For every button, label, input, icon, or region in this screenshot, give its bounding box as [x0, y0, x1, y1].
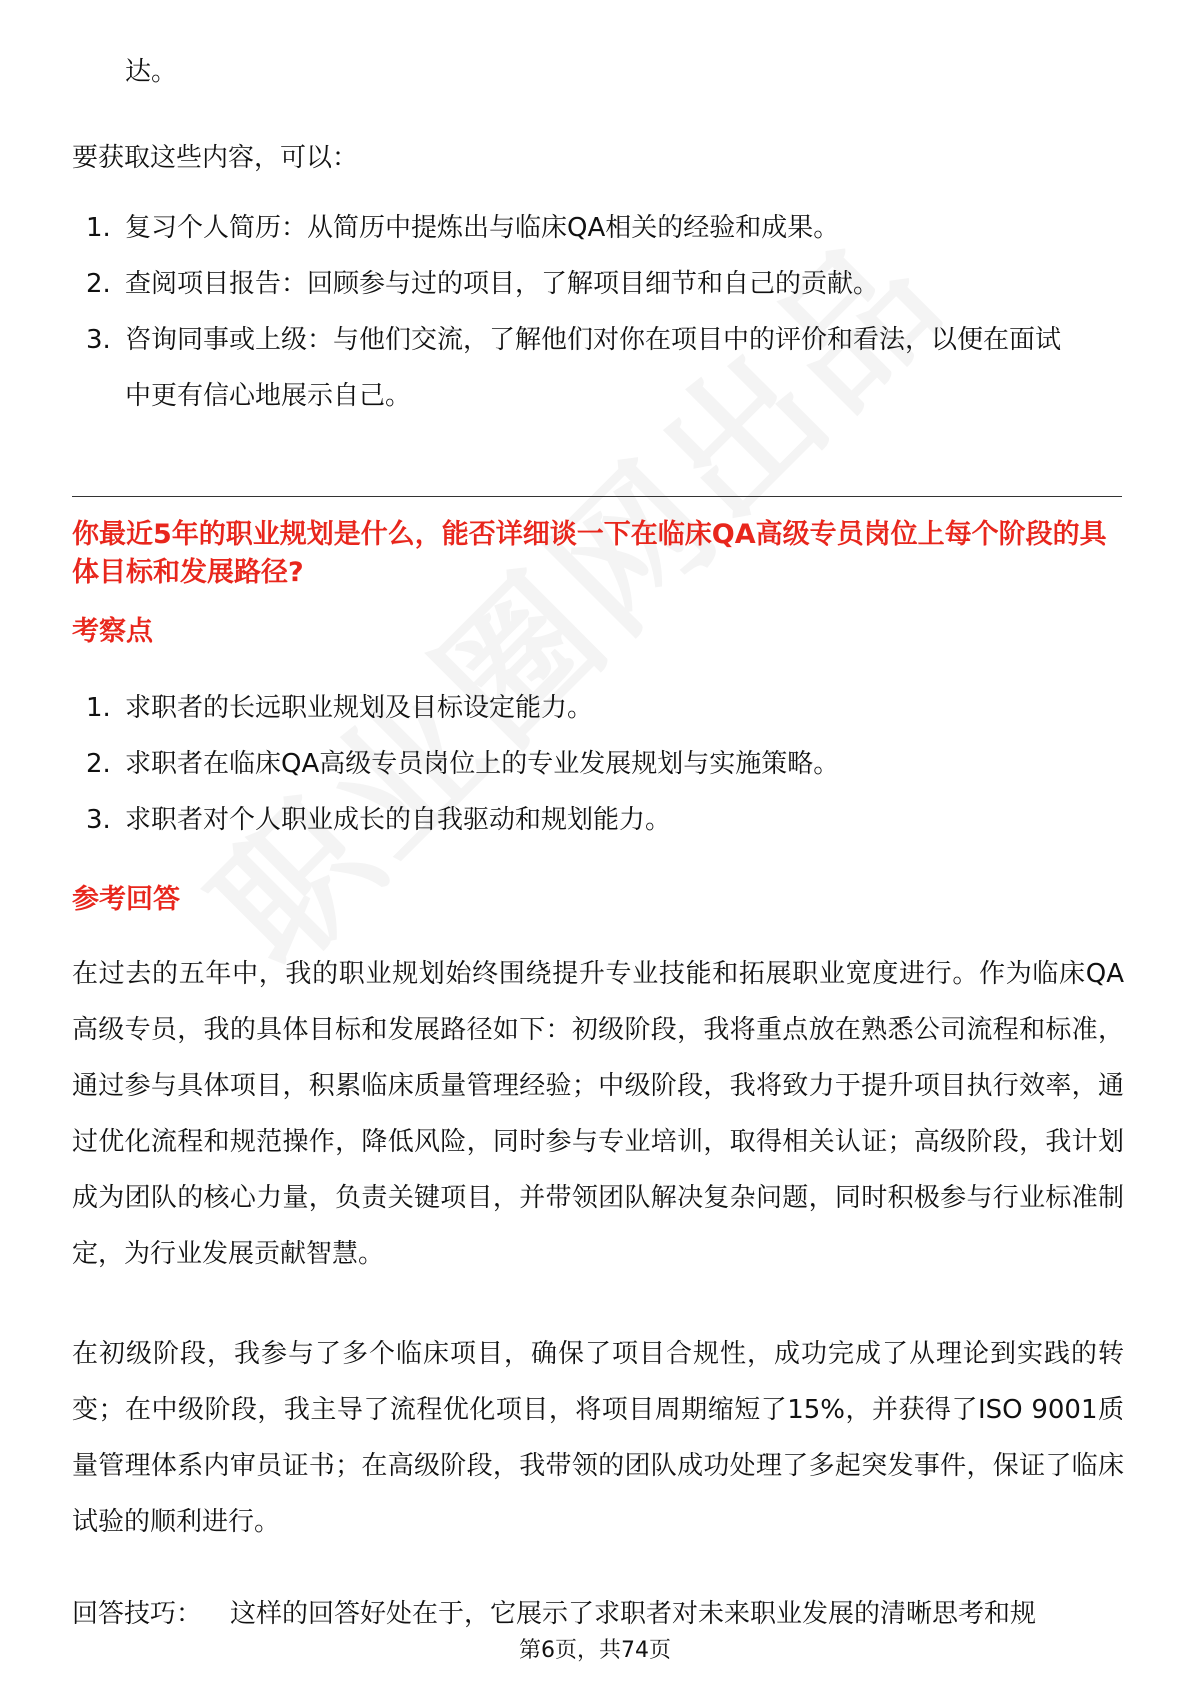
list-number: 1. [86, 213, 111, 243]
list-item-text: 咨询同事或上级：与他们交流，了解他们对你在项目中的评价和看法，以便在面试中更有信心地展示自己。 [125, 325, 1062, 411]
section-heading-assessment-points: 考察点 [72, 616, 153, 647]
list-item [72, 680, 1122, 736]
list-number: 3. [86, 325, 111, 355]
interview-question: 你最近5年的职业规划是什么，能否详细谈一下在临床QA高级专员岗位上每个阶段的具体目标和发展路径? [72, 519, 1107, 588]
answer-paragraph-2: 在初级阶段，我参与了多个临床项目，确保了项目合规性，成功完成了从理论到实践的转变；在中级阶段，我主导了流程优化项目，将项目周期缩短了15%，并获得了ISO 9001质量管理体系内审员证书；在高级阶段，我带领的团队成功处理了多起突发事件，保证了临床试验的顺利进行。 [72, 1339, 1124, 1537]
intro-text: 要获取这些内容，可以： [72, 143, 359, 173]
answer-paragraph-1: 在过去的五年中，我的职业规划始终围绕提升专业技能和拓展职业宽度进行。作为临床QA高级专员，我的具体目标和发展路径如下：初级阶段，我将重点放在熟悉公司流程和标准，通过参与具体项目，积累临床质量管理经验；中级阶段，我将致力于提升项目执行效率，通过优化流程和规范操作，降低风险，同时参与专业培训，取得相关认证；高级阶段，我计划成为团队的核心力量，负责关键项目，并带领团队解决复杂问题，同时积极参与行业标准制定，为行业发展贡献智慧。 [72, 959, 1124, 1269]
list-item-text: 求职者对个人职业成长的自我驱动和规划能力。 [125, 805, 672, 835]
list-item [72, 792, 1122, 848]
list-number: 3. [86, 805, 111, 835]
answer-tip [72, 1586, 1132, 1642]
list-item-text: 求职者在临床QA高级专员岗位上的专业发展规划与实施策略。 [125, 749, 840, 779]
list-item [72, 736, 1122, 792]
list-item [72, 312, 1122, 424]
list-item [72, 256, 1122, 312]
continuation-text: 达。 [125, 57, 178, 87]
list-number: 2. [86, 269, 111, 299]
list-item [72, 200, 1122, 256]
page-number-footer: 第6页，共74页 [519, 1638, 671, 1663]
list-number: 1. [86, 693, 111, 723]
assessment-list [72, 680, 1122, 848]
list-item-text: 求职者的长远职业规划及目标设定能力。 [125, 693, 594, 723]
tip-text: 这样的回答好处在于，它展示了求职者对未来职业发展的清晰思考和规 [230, 1599, 1037, 1629]
list-item-text: 查阅项目报告：回顾参与过的项目，了解项目细节和自己的贡献。 [125, 269, 880, 299]
tip-label: 回答技巧： [72, 1599, 203, 1629]
list-number: 2. [86, 749, 111, 779]
section-heading-reference-answer: 参考回答 [72, 884, 180, 915]
prep-list [72, 200, 1122, 424]
section-divider [72, 496, 1122, 497]
list-item-text: 复习个人简历：从简历中提炼出与临床QA相关的经验和成果。 [125, 213, 840, 243]
